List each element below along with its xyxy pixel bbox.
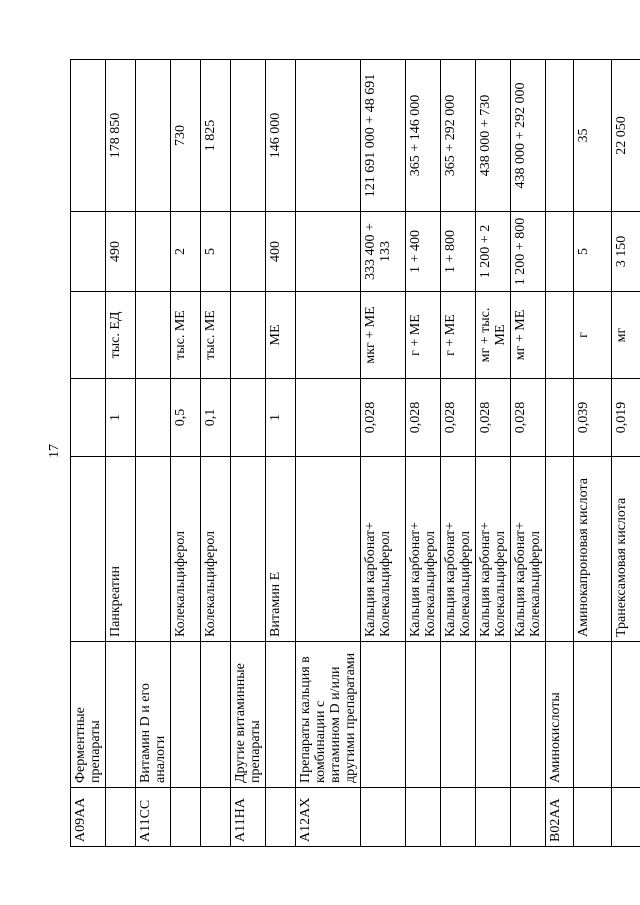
row-drug [296,457,361,642]
row-code [106,788,136,847]
row-code [574,788,612,847]
table-row [266,60,296,847]
row-group [574,642,612,788]
row-amount: 365 + 146 000 [406,60,441,212]
row-group [171,642,201,788]
table-row [574,60,612,847]
row-code [171,788,201,847]
row-unit [546,292,574,379]
row-code: A12AX [296,788,361,847]
table-row [136,60,171,847]
table-row [361,60,406,847]
row-ddd: 0,028 [361,379,406,457]
row-dose [71,212,106,292]
row-code: A09AA [71,788,106,847]
row-drug [136,457,171,642]
row-group: Аминокислоты [546,642,574,788]
row-code [612,788,640,847]
row-dose: 333 400 + 133 [361,212,406,292]
row-unit [231,292,266,379]
row-dose [546,212,574,292]
row-dose: 1 + 400 [406,212,441,292]
page-number: 17 [47,444,62,458]
row-ddd: 0,039 [574,379,612,457]
row-code [361,788,406,847]
row-dose: 400 [266,212,296,292]
row-dose [231,212,266,292]
row-code [266,788,296,847]
row-code [406,788,441,847]
row-ddd: 1 [266,379,296,457]
row-dose [296,212,361,292]
row-drug [231,457,266,642]
row-group [361,642,406,788]
row-unit: г [574,292,612,379]
row-unit: тыс. ЕД [106,292,136,379]
row-code [441,788,476,847]
table-row [612,60,640,847]
row-drug: Кальция карбонат+ Колекальциферол [476,457,511,642]
row-code: B02AA [546,788,574,847]
row-drug: Кальция карбонат+ Колекальциферол [406,457,441,642]
table-row [406,60,441,847]
row-ddd: 0,1 [201,379,231,457]
row-group [266,642,296,788]
row-drug [71,457,106,642]
row-dose: 2 [171,212,201,292]
row-amount: 730 [171,60,201,212]
row-drug [546,457,574,642]
row-drug: Панкреатин [106,457,136,642]
row-unit: тыс. МЕ [201,292,231,379]
row-unit: мг + МЕ [511,292,546,379]
row-amount [231,60,266,212]
row-unit: г + МЕ [441,292,476,379]
row-unit: мг + тыс. МЕ [476,292,511,379]
row-group [406,642,441,788]
row-group: Витамин D и его аналоги [136,642,171,788]
row-ddd [231,379,266,457]
row-unit: мкг + МЕ [361,292,406,379]
row-group [476,642,511,788]
row-amount [546,60,574,212]
row-amount: 1 825 [201,60,231,212]
rotated-table-container [70,60,629,847]
row-drug: Кальция карбонат+ Колекальциферол [441,457,476,642]
row-amount: 35 [574,60,612,212]
row-ddd: 0,028 [511,379,546,457]
row-dose: 5 [574,212,612,292]
row-group [106,642,136,788]
row-unit: г + МЕ [406,292,441,379]
row-ddd: 0,028 [406,379,441,457]
row-code [201,788,231,847]
row-dose: 3 150 [612,212,640,292]
table-row [511,60,546,847]
table-row [476,60,511,847]
row-ddd: 0,028 [441,379,476,457]
row-drug: Кальция карбонат+ Колекальциферол [511,457,546,642]
row-drug: Транексамовая кислота [612,457,640,642]
row-group [612,642,640,788]
row-dose: 1 200 + 2 [476,212,511,292]
table-row [441,60,476,847]
row-ddd [546,379,574,457]
row-group: Препараты кальция в комбинации с витамином D и/или другими препаратами [296,642,361,788]
row-dose [136,212,171,292]
row-group [511,642,546,788]
table-row [546,60,574,847]
table-row [296,60,361,847]
row-ddd: 0,5 [171,379,201,457]
row-unit [136,292,171,379]
row-group [441,642,476,788]
row-dose: 1 200 + 800 [511,212,546,292]
row-ddd [296,379,361,457]
row-group: Ферментные препараты [71,642,106,788]
row-amount [71,60,106,212]
row-unit: мг [612,292,640,379]
row-drug: Витамин Е [266,457,296,642]
row-amount: 438 000 + 730 [476,60,511,212]
row-unit: МЕ [266,292,296,379]
row-ddd: 1 [106,379,136,457]
row-amount: 178 850 [106,60,136,212]
row-amount: 146 000 [266,60,296,212]
row-drug: Аминокапроновая кислота [574,457,612,642]
row-amount: 22 050 [612,60,640,212]
row-dose: 1 + 800 [441,212,476,292]
row-amount: 365 + 292 000 [441,60,476,212]
row-drug: Кальция карбонат+ Колекальциферол [361,457,406,642]
table-row [201,60,231,847]
row-ddd: 0,019 [612,379,640,457]
row-ddd: 0,028 [476,379,511,457]
row-ddd [136,379,171,457]
row-ddd [71,379,106,457]
row-dose: 5 [201,212,231,292]
row-amount [136,60,171,212]
row-unit: тыс. МЕ [171,292,201,379]
table-row [71,60,106,847]
drug-table [70,59,640,847]
row-group: Другие витаминные препараты [231,642,266,788]
row-unit [296,292,361,379]
row-code: A11CC [136,788,171,847]
table-row [171,60,201,847]
row-dose: 490 [106,212,136,292]
row-drug: Колекальциферол [201,457,231,642]
row-group [201,642,231,788]
table-row [231,60,266,847]
row-unit [71,292,106,379]
row-drug: Колекальциферол [171,457,201,642]
row-amount: 438 000 + 292 000 [511,60,546,212]
row-code [511,788,546,847]
row-amount: 121 691 000 + 48 691 [361,60,406,212]
row-amount [296,60,361,212]
row-code [476,788,511,847]
table-row [106,60,136,847]
row-code: A11HA [231,788,266,847]
